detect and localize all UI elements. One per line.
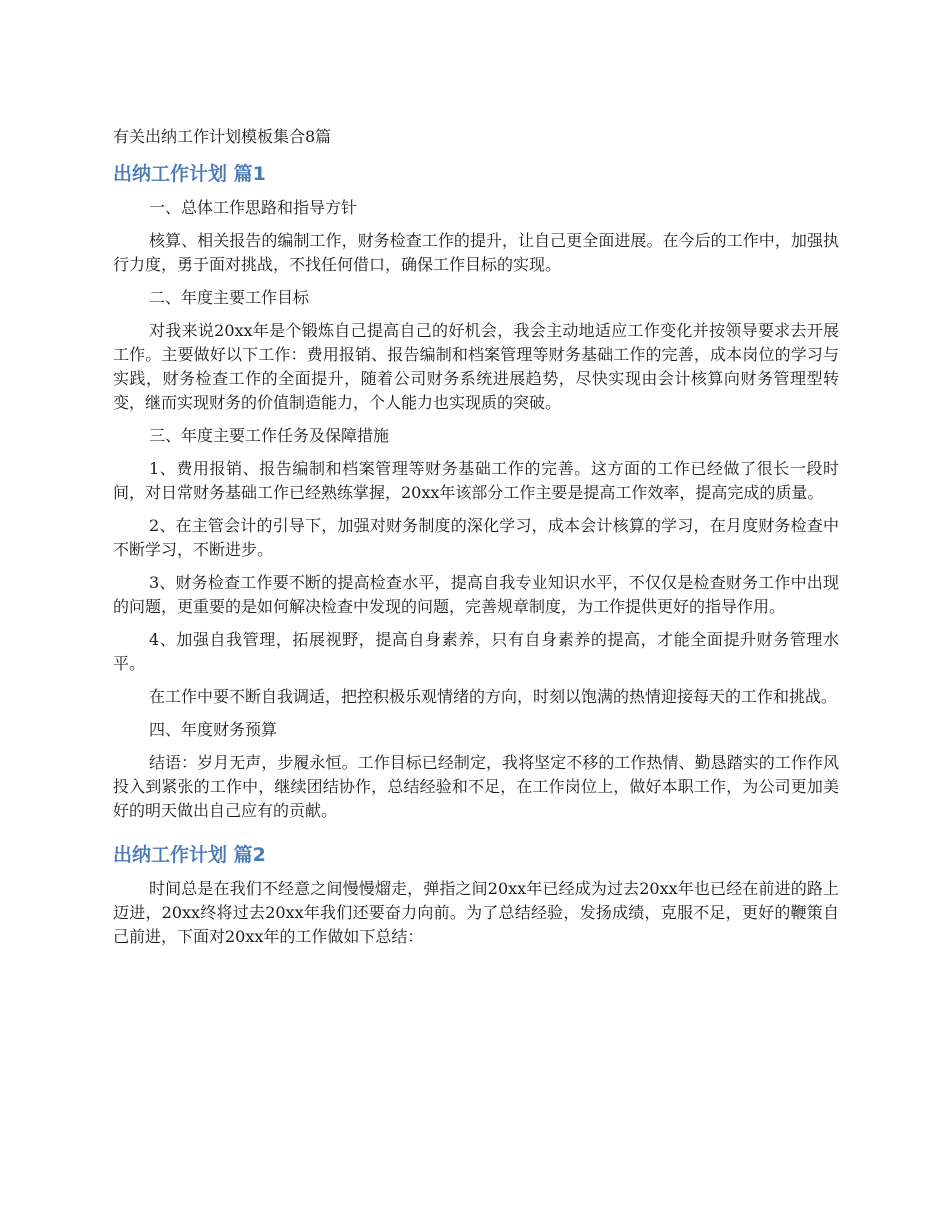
paragraph: 结语：岁月无声，步履永恒。工作目标已经制定，我将坚定不移的工作热情、勤恳踏实的工作作风投入到紧张的工作中，继续团结协作，总结经验和不足，在工作岗位上，做好本职工作，为公司更加美好的明天做出自己应有的贡献。 <box>113 753 839 820</box>
paragraph: 4、加强自我管理，拓展视野，提高自身素养，只有自身素养的提高，才能全面提升财务管理水平。 <box>113 630 839 673</box>
document-title: 有关出纳工作计划模板集合8篇 <box>113 127 332 146</box>
paragraph: 四、年度财务预算 <box>149 720 278 739</box>
paragraph: 对我来说20xx年是个锻炼自己提高自己的好机会，我会主动地适应工作变化并按领导要求去开展工作。主要做好以下工作：费用报销、报告编制和档案管理等财务基础工作的完善，成本岗位的学习与实践，财务检查工作的全面提升，随着公司财务系统进展趋势，尽快实现由会计核算向财务管理型转变，继而实现财务的价值制造能力，个人能力也实现质的突破。 <box>113 321 839 412</box>
section-1 <box>113 160 839 823</box>
paragraph: 二、年度主要工作目标 <box>149 288 310 307</box>
document-page <box>113 124 839 958</box>
paragraph: 时间总是在我们不经意之间慢慢熘走，弹指之间20xx年已经成为过去20xx年也已经在前进的路上迈进，20xx终将过去20xx年我们还要奋力向前。为了总结经验，发扬成绩，克服不足，更好的鞭策自己前进，下面对20xx年的工作做如下总结： <box>113 879 839 946</box>
section-heading: 出纳工作计划 篇1 <box>113 163 266 185</box>
paragraph: 3、财务检查工作要不断的提高检查水平，提高自我专业知识水平，不仅仅是检查财务工作中出现的问题，更重要的是如何解决检查中发现的问题，完善规章制度，为工作提供更好的指导作用。 <box>113 573 839 616</box>
paragraph: 在工作中要不断自我调适，把控积极乐观情绪的方向，时刻以饱满的热情迎接每天的工作和挑战。 <box>149 687 838 706</box>
section-heading: 出纳工作计划 篇2 <box>113 844 266 866</box>
paragraph: 三、年度主要工作任务及保障措施 <box>149 426 390 445</box>
paragraph: 核算、相关报告的编制工作，财务检查工作的提升，让自己更全面进展。在今后的工作中，加强执行力度，勇于面对挑战，不找任何借口，确保工作目标的实现。 <box>113 231 839 274</box>
section-2 <box>113 841 839 949</box>
paragraph: 2、在主管会计的引导下，加强对财务制度的深化学习，成本会计核算的学习，在月度财务检查中不断学习，不断进步。 <box>113 516 839 559</box>
paragraph: 一、总体工作思路和指导方针 <box>149 198 358 217</box>
paragraph: 1、费用报销、报告编制和档案管理等财务基础工作的完善。这方面的工作已经做了很长一段时间，对日常财务基础工作已经熟练掌握，20xx年该部分工作主要是提高工作效率，提高完成的质量。 <box>113 459 839 502</box>
